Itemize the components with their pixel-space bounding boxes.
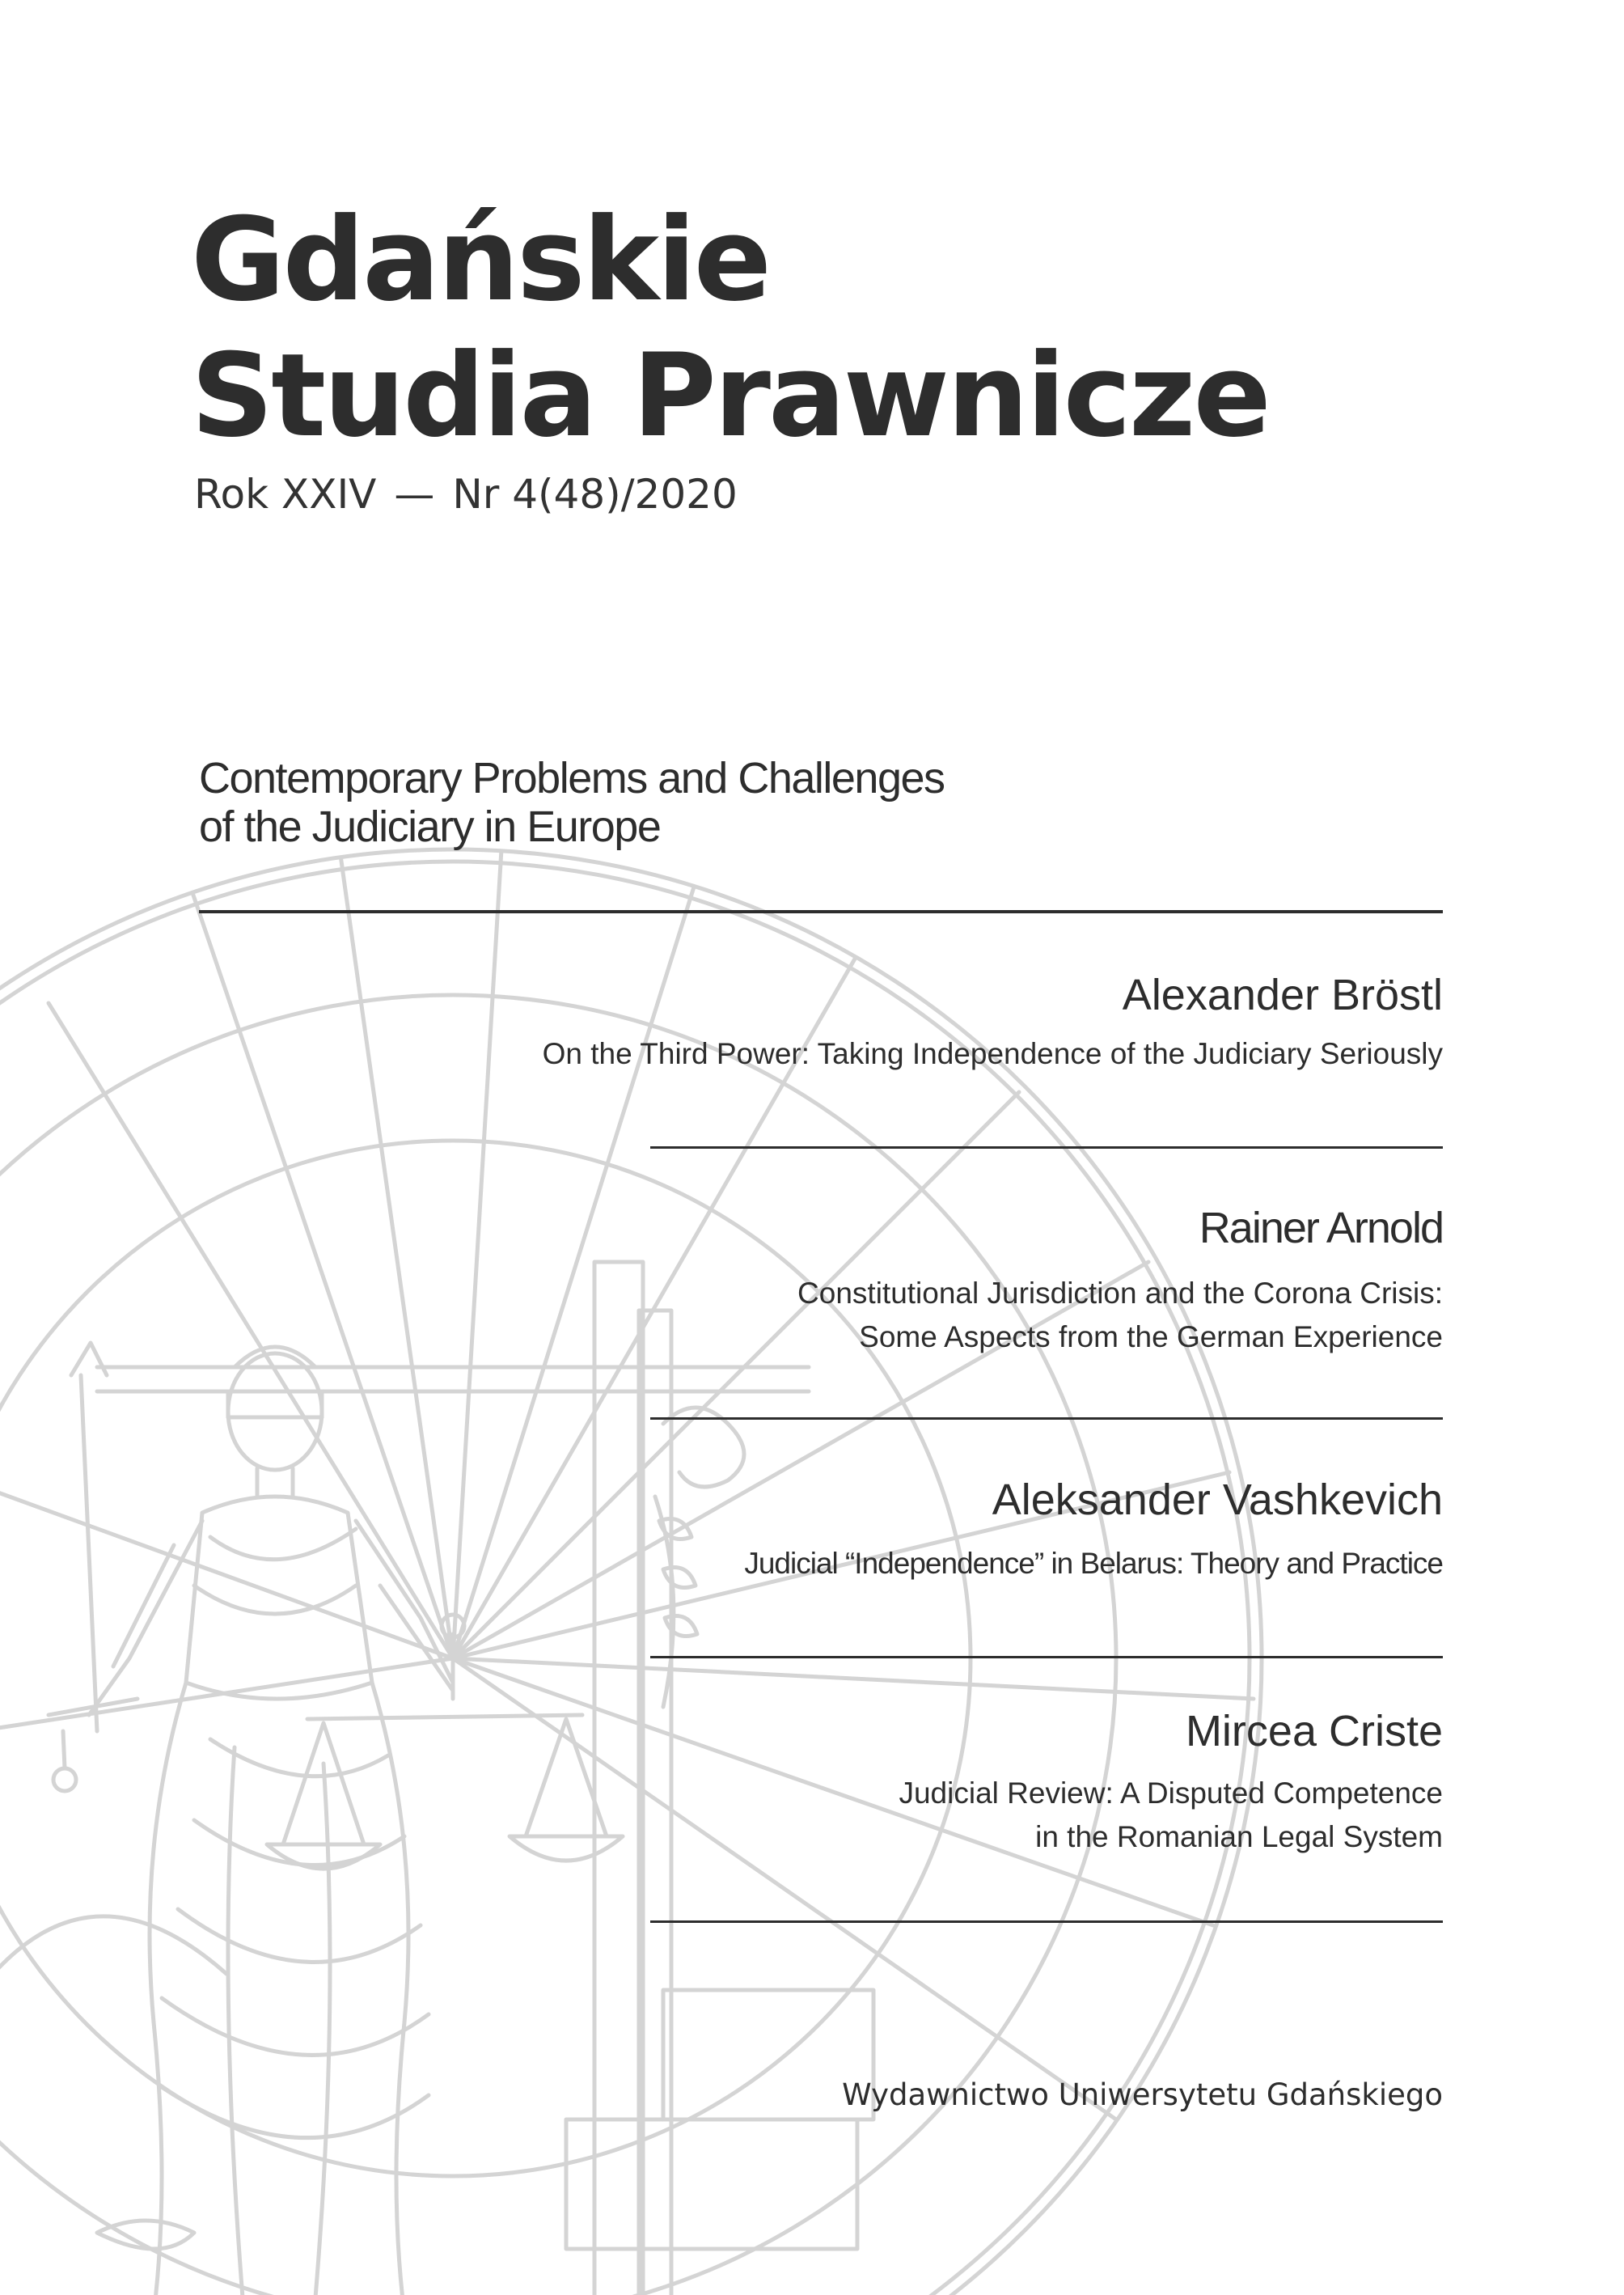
article-divider — [650, 1146, 1443, 1149]
article-divider — [650, 1417, 1443, 1420]
article-entry — [797, 1202, 1443, 1359]
issue-theme — [199, 754, 945, 851]
article-title-line: Constitutional Jurisdiction and the Corona Crisis: — [797, 1277, 1443, 1310]
article-author: Rainer Arnold — [1199, 1204, 1443, 1252]
year-label: Rok XXIV — [194, 471, 377, 518]
article-title-line: On the Third Power: Taking Independence of the Judiciary Seriously — [542, 1037, 1443, 1070]
issue-label: Nr 4(48)/2020 — [452, 471, 738, 518]
article-author: Mircea Criste — [1185, 1707, 1443, 1755]
article-title-line: Judicial “Independence” in Belarus: Theory and Practice — [744, 1547, 1443, 1580]
issue-theme-line2: of the Judiciary in Europe — [199, 802, 661, 851]
theme-divider — [199, 910, 1443, 913]
article-author: Alexander Bröstl — [1122, 971, 1443, 1019]
publisher-name: Wydawnictwo Uniwersytetu Gdańskiego — [842, 2077, 1443, 2112]
article-divider — [650, 1920, 1443, 1923]
issue-separator: — — [394, 471, 435, 518]
journal-title — [191, 193, 1269, 464]
journal-title-line2: Studia Prawnicze — [191, 329, 1269, 463]
article-entry — [899, 1705, 1443, 1859]
article-entry — [744, 1474, 1443, 1586]
article-title-line: Some Aspects from the German Experience — [859, 1320, 1443, 1353]
article-title — [744, 1542, 1443, 1586]
issue-info — [194, 469, 738, 519]
article-title — [543, 1032, 1443, 1076]
article-author: Aleksander Vashkevich — [992, 1476, 1443, 1524]
article-title — [899, 1772, 1443, 1859]
article-title — [797, 1272, 1443, 1359]
article-title-line: Judicial Review: A Disputed Competence — [899, 1776, 1443, 1810]
article-title-line: in the Romanian Legal System — [1035, 1820, 1443, 1853]
issue-theme-line1: Contemporary Problems and Challenges — [199, 754, 945, 802]
journal-title-line1: Gdańskie — [191, 193, 770, 327]
article-entry — [543, 969, 1443, 1076]
article-divider — [650, 1656, 1443, 1658]
